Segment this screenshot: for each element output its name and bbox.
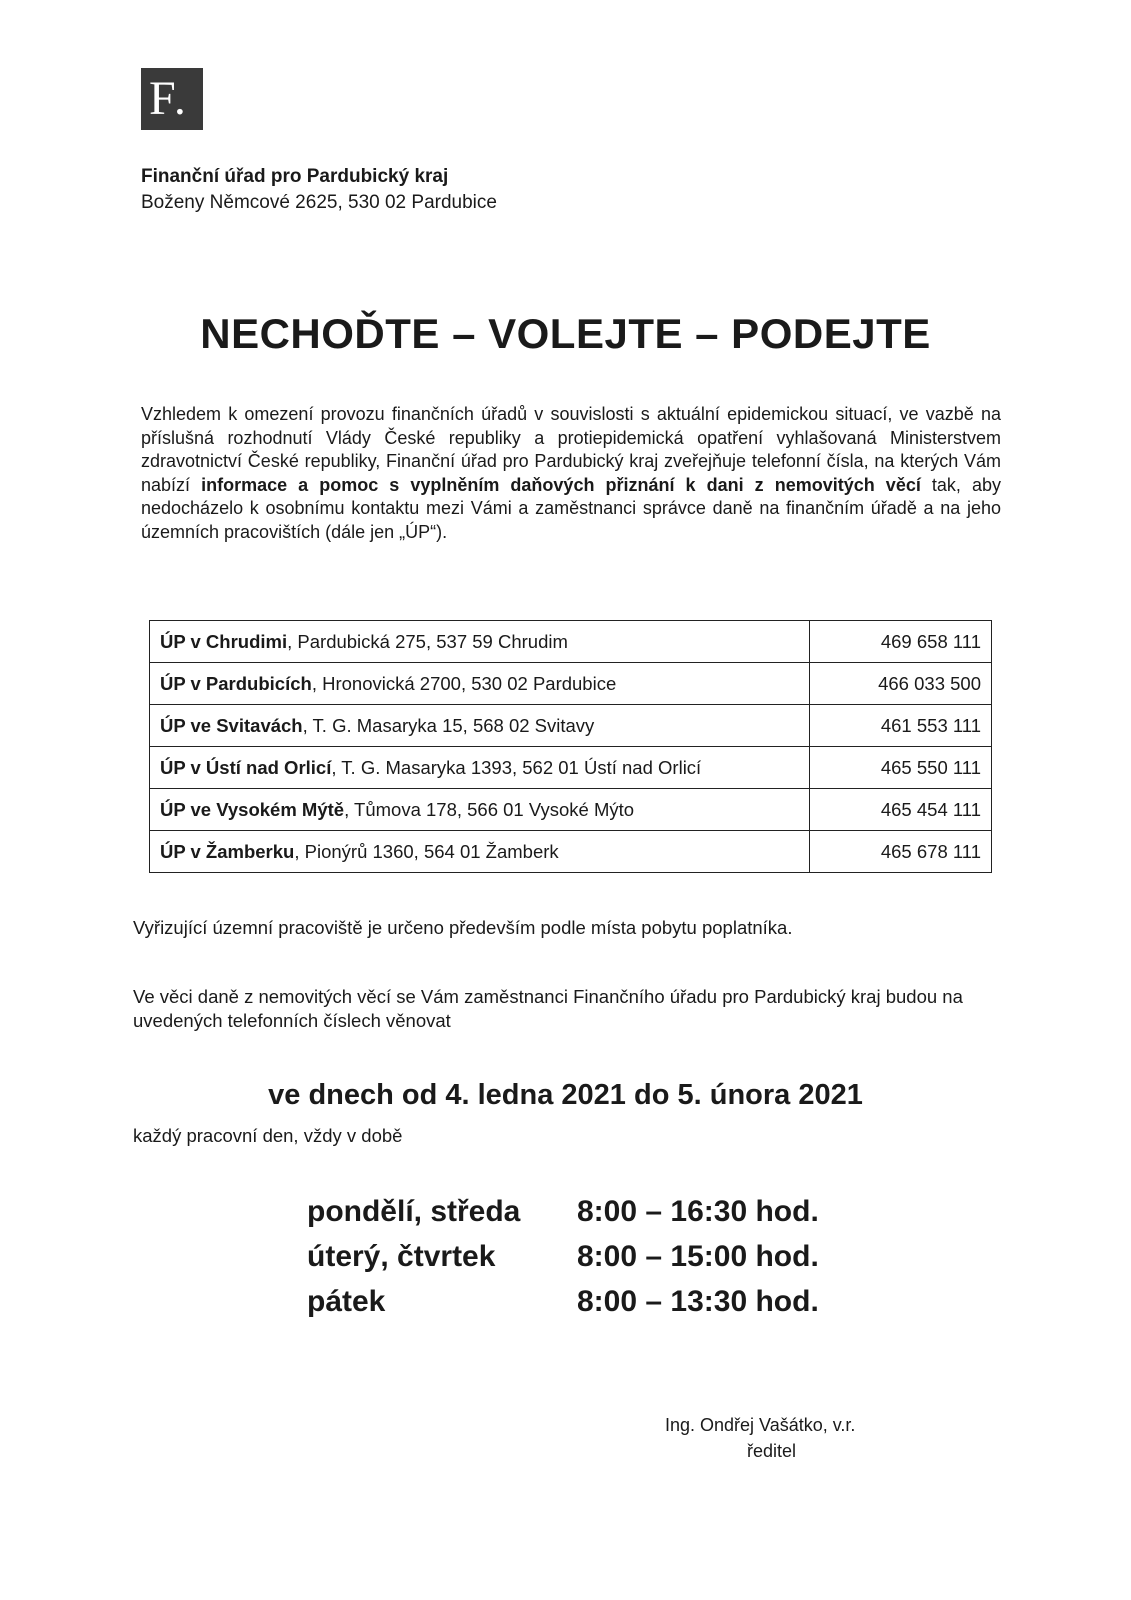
- financni-urad-logo: F.: [141, 68, 203, 130]
- office-cell: [150, 705, 810, 747]
- director-title: ředitel: [747, 1441, 797, 1461]
- location-note: Vyřizující územní pracoviště je určeno především podle místa pobytu poplatníka.: [133, 917, 793, 938]
- office-name: ÚP v Žamberku: [160, 840, 295, 862]
- office-phone: 465 678 111: [810, 831, 992, 873]
- office-phone: 465 550 111: [810, 747, 992, 789]
- signature-block: [665, 1412, 855, 1464]
- office-name: ÚP v Chrudimi: [160, 630, 288, 652]
- office-address: , T. G. Masaryka 15, 568 02 Svitavy: [302, 714, 595, 736]
- office-cell: [150, 789, 810, 831]
- intro-paragraph: [141, 403, 1001, 545]
- office-hours: [307, 1189, 819, 1324]
- intro-text-bold: informace a pomoc s vyplněním daňových přiznání k dani z nemovitých věcí: [201, 474, 921, 495]
- hours-day: pátek: [307, 1284, 386, 1318]
- office-phone: 461 553 111: [810, 705, 992, 747]
- office-name: ÚP v Ústí nad Orlicí: [160, 756, 332, 778]
- hours-day: pondělí, středa: [307, 1194, 521, 1228]
- office-phone-table: [149, 620, 992, 873]
- hours-row: [307, 1234, 819, 1279]
- table-row: [150, 747, 992, 789]
- workday-note: každý pracovní den, vždy v době: [133, 1125, 403, 1146]
- office-phone: 465 454 111: [810, 789, 992, 831]
- hours-time: 8:00 – 16:30 hod.: [577, 1194, 819, 1228]
- office-phone: 469 658 111: [810, 621, 992, 663]
- office-address: , T. G. Masaryka 1393, 562 01 Ústí nad Orlicí: [331, 756, 702, 778]
- hours-time: 8:00 – 13:30 hod.: [577, 1284, 819, 1318]
- staff-note: Ve věci daně z nemovitých věcí se Vám zaměstnanci Finančního úřadu pro Pardubický kraj budou na uvedených telefonních číslech věnovat: [133, 986, 963, 1031]
- office-name: ÚP v Pardubicích: [160, 672, 312, 694]
- office-cell: [150, 747, 810, 789]
- date-range: ve dnech od 4. ledna 2021 do 5. února 2021: [268, 1079, 863, 1111]
- office-address: , Pardubická 275, 537 59 Chrudim: [287, 630, 568, 652]
- office-cell: [150, 831, 810, 873]
- office-name: ÚP ve Svitavách: [160, 714, 303, 736]
- table-row: [150, 663, 992, 705]
- office-address: Boženy Němcové 2625, 530 02 Pardubice: [141, 192, 497, 213]
- page-headline: NECHOĎTE – VOLEJTE – PODEJTE: [200, 310, 931, 357]
- table-row: [150, 621, 992, 663]
- office-cell: [150, 621, 810, 663]
- office-header: [141, 164, 497, 216]
- hours-time: 8:00 – 15:00 hod.: [577, 1239, 819, 1273]
- hours-row: [307, 1189, 819, 1234]
- table-row: [150, 831, 992, 873]
- table-row: [150, 705, 992, 747]
- office-name: Finanční úřad pro Pardubický kraj: [141, 166, 449, 187]
- office-name: ÚP ve Vysokém Mýtě: [160, 798, 345, 820]
- office-address: , Tůmova 178, 566 01 Vysoké Mýto: [344, 798, 635, 820]
- intro-text-part1: Vzhledem k omezení provozu finančních úřadů v souvislosti s aktuální epidemickou situací, ve vazbě na příslušná rozhodnutí Vlády České republiky a protiepidemická opatření vyhlašovaná Ministerstvem zdravotnictví České republiky, Finanční úřad pro Pardubický kraj zveřejňuje telefonní čísla, na kterých Vám nabízí: [141, 404, 1001, 495]
- office-address: , Pionýrů 1360, 564 01 Žamberk: [294, 840, 559, 862]
- hours-row: [307, 1279, 819, 1324]
- director-name: Ing. Ondřej Vašátko, v.r.: [665, 1415, 856, 1435]
- office-phone: 466 033 500: [810, 663, 992, 705]
- office-cell: [150, 663, 810, 705]
- intro-text-part2: tak, aby nedocházelo k osobnímu kontaktu mezi Vámi a zaměstnanci správce daně na finančním úřadě a na jeho územních pracovištích (dále jen „ÚP“).: [141, 474, 1001, 542]
- hours-day: úterý, čtvrtek: [307, 1239, 496, 1273]
- table-row: [150, 789, 992, 831]
- office-address: , Hronovická 2700, 530 02 Pardubice: [311, 672, 617, 694]
